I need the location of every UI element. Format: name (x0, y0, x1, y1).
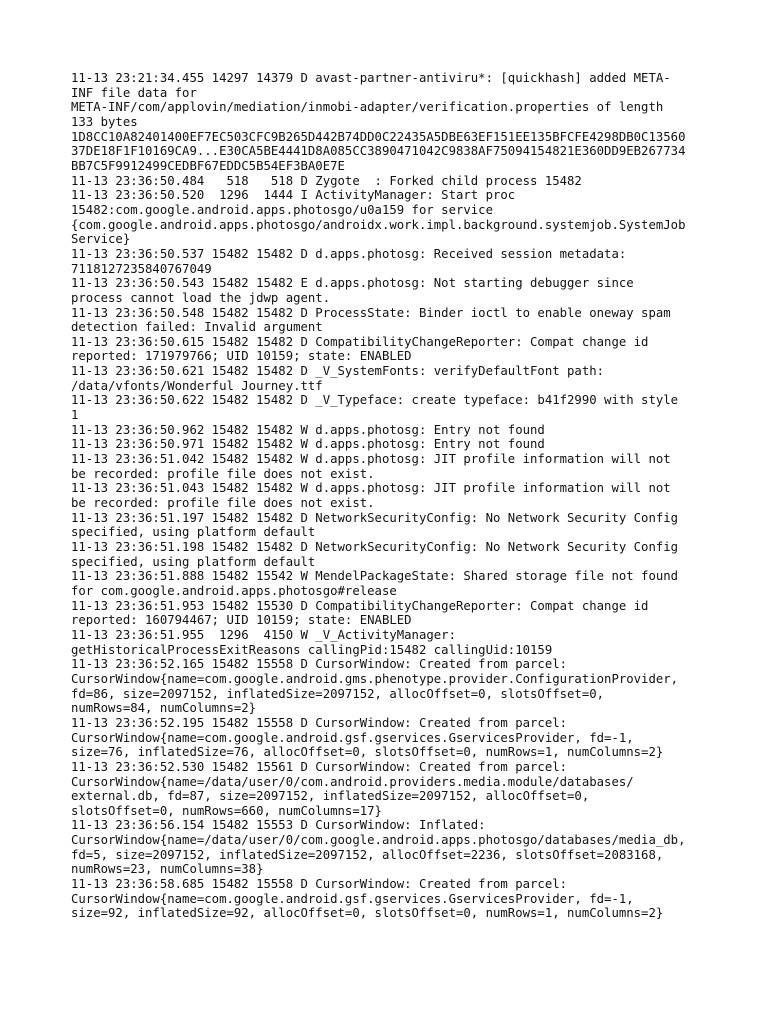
log-line: 11-13 23:36:51.197 15482 15482 D NetworkSecurityConfig: No Network Security Config (71, 510, 679, 525)
log-line: 11-13 23:36:50.484 518 518 D Zygote : Forked child process 15482 (71, 173, 582, 188)
log-line: 11-13 23:36:51.043 15482 15482 W d.apps.photosg: JIT profile information will not (71, 481, 671, 496)
log-line: process cannot load the jdwp agent. (71, 290, 331, 305)
log-line: 11-13 23:36:50.520 1296 1444 I ActivityManager: Start proc (71, 188, 516, 203)
log-line: 1 (71, 408, 79, 423)
log-line: 1D8CC10A82401400EF7EC503CFC9B265D442B74DD0C22435A5DBE63EF151EE135BFCFE4298DB0C13560 (71, 129, 686, 144)
log-line: size=92, inflatedSize=92, allocOffset=0, slotsOffset=0, numRows=1, numColumns=2} (71, 906, 664, 921)
log-line: 11-13 23:36:52.165 15482 15558 D CursorWindow: Created from parcel: (71, 657, 568, 672)
log-line: 11-13 23:21:34.455 14297 14379 D avast-partner-antiviru*: [quickhash] added META- (71, 71, 671, 85)
log-line: 133 bytes (71, 114, 138, 129)
log-line: slotsOffset=0, numRows=660, numColumns=17} (71, 803, 382, 818)
log-line: 11-13 23:36:51.042 15482 15482 W d.apps.photosg: JIT profile information will not (71, 452, 671, 467)
log-line: CursorWindow{name=com.google.android.gsf.gservices.GservicesProvider, fd=-1, (71, 730, 634, 745)
log-line: 11-13 23:36:51.888 15482 15542 W MendelPackageState: Shared storage file not found (71, 569, 679, 584)
log-line: specified, using platform default (71, 554, 316, 569)
log-line: BB7C5F9912499CEDBF67EDDC5B54EF3BA0E7E (71, 158, 345, 173)
log-line: reported: 171979766; UID 10159; state: ENABLED (71, 349, 412, 364)
log-document (71, 71, 701, 921)
log-line: 11-13 23:36:52.530 15482 15561 D CursorWindow: Created from parcel: (71, 759, 568, 774)
log-line: fd=5, size=2097152, inflatedSize=2097152, allocOffset=2236, slotsOffset=2083168, (71, 847, 664, 862)
log-line: getHistoricalProcessExitReasons callingPid:15482 callingUid:10159 (71, 642, 553, 657)
log-line: 37DE18F1F10169CA9...E30CA5BE4441D8A085CC3890471042C9838AF75094154821E360DD9EB267734 (71, 144, 686, 159)
log-line: be recorded: profile file does not exist. (71, 496, 375, 511)
log-line: size=76, inflatedSize=76, allocOffset=0, slotsOffset=0, numRows=1, numColumns=2} (71, 745, 664, 760)
log-line: for com.google.android.apps.photosgo#release (71, 583, 397, 598)
log-line: specified, using platform default (71, 525, 316, 540)
log-line: 15482:com.google.android.apps.photosgo/u0a159 for service (71, 202, 493, 217)
log-line: INF file data for (71, 85, 197, 100)
log-line: 11-13 23:36:50.622 15482 15482 D _V_Typeface: create typeface: b41f2990 with style (71, 393, 679, 408)
log-line: 11-13 23:36:52.195 15482 15558 D CursorWindow: Created from parcel: (71, 715, 568, 730)
log-line: numRows=84, numColumns=2} (71, 701, 257, 716)
log-line: 11-13 23:36:50.537 15482 15482 D d.apps.photosg: Received session metadata: (71, 246, 627, 261)
log-line: be recorded: profile file does not exist. (71, 466, 375, 481)
log-line: CursorWindow{name=/data/user/0/com.android.providers.media.module/databases/ (71, 774, 634, 789)
log-line: 11-13 23:36:51.953 15482 15530 D CompatibilityChangeReporter: Compat change id (71, 598, 649, 613)
log-line: 7118127235840767049 (71, 261, 212, 276)
log-line: 11-13 23:36:50.962 15482 15482 W d.apps.photosg: Entry not found (71, 422, 545, 437)
log-line: CursorWindow{name=com.google.android.gsf.gservices.GservicesProvider, fd=-1, (71, 891, 634, 906)
log-line: 11-13 23:36:50.548 15482 15482 D ProcessState: Binder ioctl to enable oneway spam (71, 305, 671, 320)
log-line: numRows=23, numColumns=38} (71, 862, 264, 877)
log-line: 11-13 23:36:50.543 15482 15482 E d.apps.photosg: Not starting debugger since (71, 276, 634, 291)
log-line: fd=86, size=2097152, inflatedSize=2097152, allocOffset=0, slotsOffset=0, (71, 686, 605, 701)
log-line: 11-13 23:36:50.971 15482 15482 W d.apps.photosg: Entry not found (71, 437, 545, 452)
log-line: Service} (71, 232, 131, 247)
log-line: 11-13 23:36:58.685 15482 15558 D CursorWindow: Created from parcel: (71, 877, 568, 892)
log-line: reported: 160794467; UID 10159; state: ENABLED (71, 613, 412, 628)
log-line: /data/vfonts/Wonderful Journey.ttf (71, 378, 323, 393)
log-line: 11-13 23:36:51.198 15482 15482 D NetworkSecurityConfig: No Network Security Config (71, 540, 679, 554)
log-line: detection failed: Invalid argument (71, 320, 323, 335)
log-line: external.db, fd=87, size=2097152, inflatedSize=2097152, allocOffset=0, (71, 789, 590, 804)
log-line: META-INF/com/applovin/mediation/inmobi-adapter/verification.properties of length (71, 100, 664, 115)
log-line: 11-13 23:36:56.154 15482 15553 D CursorWindow: Inflated: (71, 818, 486, 833)
log-line: 11-13 23:36:51.955 1296 4150 W _V_ActivityManager: (71, 627, 456, 642)
log-line: 11-13 23:36:50.615 15482 15482 D CompatibilityChangeReporter: Compat change id (71, 334, 649, 349)
log-line: CursorWindow{name=/data/user/0/com.google.android.apps.photosgo/databases/media_db, (71, 833, 686, 848)
log-line: CursorWindow{name=com.google.android.gms.phenotype.provider.ConfigurationProvider, (71, 671, 679, 686)
log-line: {com.google.android.apps.photosgo/androidx.work.impl.background.systemjob.SystemJob (71, 217, 686, 232)
log-line: 11-13 23:36:50.621 15482 15482 D _V_SystemFonts: verifyDefaultFont path: (71, 364, 605, 379)
